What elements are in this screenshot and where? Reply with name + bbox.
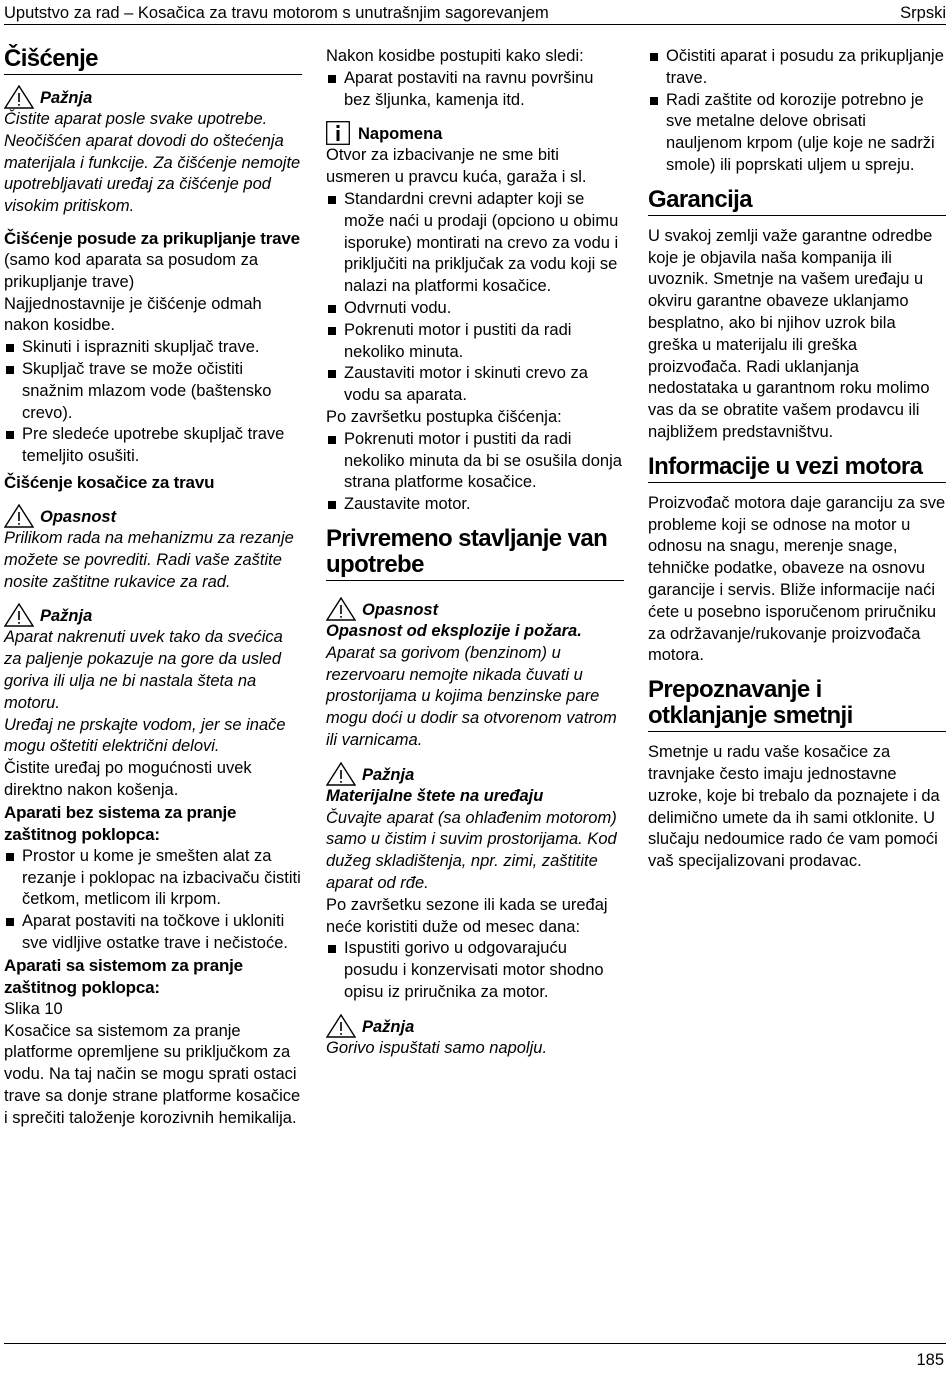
warning-triangle-icon xyxy=(326,762,356,786)
caution-block xyxy=(326,1014,624,1038)
bullet-list xyxy=(326,429,624,516)
bullet-list xyxy=(4,337,302,468)
document-title: Uputstvo za rad – Kosačica za travu motorom s unutrašnjim sagorevanjem xyxy=(4,4,549,22)
column-3 xyxy=(648,46,946,873)
caution-text: Aparat nakrenuti uvek tako da svećica za paljenje pokazuje na gore da usled goriva ili ulja ne bi nastala šteta na motoru. xyxy=(4,628,283,712)
footer-divider xyxy=(4,1343,946,1344)
list-item: Skupljač trave se može očistiti snažnim mlazom vode (baštensko crevo). xyxy=(4,359,302,424)
list-item: Pokrenuti motor i pustiti da radi nekoliko minuta. xyxy=(326,320,624,364)
column-1 xyxy=(4,46,302,1129)
danger-block xyxy=(326,597,624,621)
page-number: 185 xyxy=(916,1351,944,1369)
list-item: Ispustiti gorivo u odgovarajuću posudu i konzervisati motor shodno opisu iz priručnika za motor. xyxy=(326,938,624,1003)
caution-title: Materijalne štete na uređaju xyxy=(326,786,544,805)
list-item: Radi zaštite od korozije potrebno je sve metalne delove obrisati nauljenom krpom (ulje koje ne sadrži smole) ili poprskati uljem u spreju. xyxy=(648,90,946,177)
heading-cleaning: Čišćenje xyxy=(4,46,302,75)
heading-mower-cleaning: Čišćenje kosačice za travu xyxy=(4,472,215,492)
caution-label: Pažnja xyxy=(40,607,93,626)
danger-text: Prilikom rada na mehanizmu za rezanje možete se povrediti. Radi vaše zaštite nosite zaštitne rukavice za rad. xyxy=(4,528,294,591)
bullet-list xyxy=(326,68,624,112)
heading-warranty: Garancija xyxy=(648,187,946,216)
list-item: Pre sledeće upotrebe skupljač trave temeljito osušiti. xyxy=(4,424,302,468)
list-item: Pokrenuti motor i pustiti da radi nekoliko minuta da bi se osušila donja strana platforme kosačice. xyxy=(326,429,624,494)
danger-title: Opasnost od eksplozije i požara. xyxy=(326,621,582,640)
heading-troubleshooting: Prepoznavanje i otklanjanje smetnji xyxy=(648,677,946,732)
list-item: Prostor u kome je smešten alat za rezanje i poklopac na izbacivaču čistiti četkom, metlicom ili krpom. xyxy=(4,846,302,911)
danger-label: Opasnost xyxy=(40,507,117,526)
list-item: Aparat postaviti na točkove i ukloniti sve vidljive ostatke trave i nečistoće. xyxy=(4,911,302,955)
paragraph: (samo kod aparata sa posudom za prikupljanje trave) xyxy=(4,250,259,291)
heading-wash-system: Aparati sa sistemom za pranje zaštitnog poklopca: xyxy=(4,955,243,997)
paragraph: Nakon kosidbe postupiti kako sledi: xyxy=(326,47,584,65)
caution-block xyxy=(326,762,624,786)
heading-engine-info: Informacije u vezi motora xyxy=(648,454,946,483)
heading-basket-cleaning: Čišćenje posude za prikupljanje trave xyxy=(4,228,300,248)
danger-label: Opasnost xyxy=(362,600,439,619)
caution-label: Pažnja xyxy=(40,89,93,107)
list-item: Očistiti aparat i posudu za prikupljanje trave. xyxy=(648,46,946,90)
column-2 xyxy=(326,46,624,1059)
warning-triangle-icon xyxy=(4,603,34,627)
paragraph: Smetnje u radu vaše kosačice za travnjake često imaju jednostavne uzroke, koje bi trebalo da poznajete i da delimično umete da ih sami otklonite. U slučaju nedoumice rado će vam pomoći vaš specijalizovani prodavac. xyxy=(648,743,940,871)
caution-block xyxy=(4,85,302,109)
warning-triangle-icon xyxy=(326,1014,356,1038)
danger-text: Aparat sa gorivom (benzinom) u rezervoaru nemojte nikada čuvati u prostorijama u kojima benzinske pare mogu doći u dodir sa otvorenom vatrom ili varnicama. xyxy=(326,643,617,749)
list-item: Standardni crevni adapter koji se može naći u prodaji (opciono u obimu isporuke) montirati na crevo za vodu i priključiti na priključak za vodu koji se nalazi na platformi kosačice. xyxy=(326,189,624,298)
warning-triangle-icon xyxy=(326,597,356,621)
paragraph: Kosačice sa sistemom za pranje platforme opremljene su priključkom za vodu. Na taj način se mogu sprati ostaci trave sa donje strane platforme kosačice i sprečiti taloženje korozivnih hemikalija. xyxy=(4,1021,301,1127)
caution-label: Pažnja xyxy=(362,1017,415,1036)
figure-reference: Slika 10 xyxy=(4,999,63,1018)
danger-block xyxy=(4,504,302,528)
heading-storage: Privremeno stavljanje van upotrebe xyxy=(326,526,624,581)
language-label: Srpski xyxy=(900,4,946,22)
list-item: Zaustavite motor. xyxy=(326,494,624,516)
caution-text: Uređaj ne prskajte vodom, jer se inače mogu oštetiti električni delovi. xyxy=(4,715,286,756)
caution-text: Gorivo ispuštati samo napolju. xyxy=(326,1038,548,1057)
caution-text: Čuvajte aparat (sa ohlađenim motorom) samo u čistim i suvim prostorijama. Kod dužeg skladištenja, npr. zimi, zaštitite aparat od rđe. xyxy=(326,808,617,892)
paragraph: U svakoj zemlji važe garantne odredbe koje je objavila naša kompanija ili uvoznik. Smetnje na vašem uređaju u okviru garantne obaveze uklanjamo besplatno, ako bi njihov uzrok bila greška u materijalu ili greška proizvođača. Radi uklanjanja nedostataka u garantnom roku molimo vas da se obratite vašem prodavcu ili najbližem predstavništvu. xyxy=(648,226,933,441)
bullet-list xyxy=(326,189,624,407)
bullet-list xyxy=(648,46,946,177)
note-text: Otvor za izbacivanje ne sme biti usmeren u pravcu kuća, garaža i sl. xyxy=(326,146,587,187)
note-block xyxy=(326,121,624,145)
bullet-list xyxy=(4,846,302,955)
info-icon xyxy=(326,121,350,145)
paragraph: Po završetku postupka čišćenja: xyxy=(326,407,562,426)
note-label: Napomena xyxy=(358,125,443,144)
list-item: Skinuti i isprazniti skupljač trave. xyxy=(4,337,302,359)
paragraph: Najjednostavnije je čišćenje odmah nakon kosidbe. xyxy=(4,294,262,335)
warning-triangle-icon xyxy=(4,85,34,109)
caution-block xyxy=(4,603,302,627)
list-item: Odvrnuti vodu. xyxy=(326,298,624,320)
paragraph: Po završetku sezone ili kada se uređaj neće koristiti duže od mesec dana: xyxy=(326,895,608,936)
bullet-list xyxy=(326,938,624,1003)
paragraph: Čistite uređaj po mogućnosti uvek direktno nakon košenja. xyxy=(4,759,252,799)
caution-text: Čistite aparat posle svake upotrebe. Neočišćen aparat dovodi do oštećenja materijala i funkcije. Za čišćenje nemojte upotrebljavati uređaj za čišćenje pod visokim pritiskom. xyxy=(4,110,301,216)
warning-triangle-icon xyxy=(4,504,34,528)
list-item: Zaustaviti motor i skinuti crevo za vodu sa aparata. xyxy=(326,363,624,407)
paragraph: Proizvođač motora daje garanciju za sve probleme koji se odnose na motor u odnosu na snagu, merenje snage, tehničke podatke, obaveze na osnovu garancije i servis. Bliže informacije naći ćete u posebno isporučenom priručniku za održavanje/rukovanje proizvođača motora. xyxy=(648,493,946,665)
page-header xyxy=(4,2,946,25)
heading-no-wash-system: Aparati bez sistema za pranje zaštitnog poklopca: xyxy=(4,802,237,844)
list-item: Aparat postaviti na ravnu površinu bez šljunka, kamenja itd. xyxy=(326,68,624,112)
caution-label: Pažnja xyxy=(362,765,415,784)
